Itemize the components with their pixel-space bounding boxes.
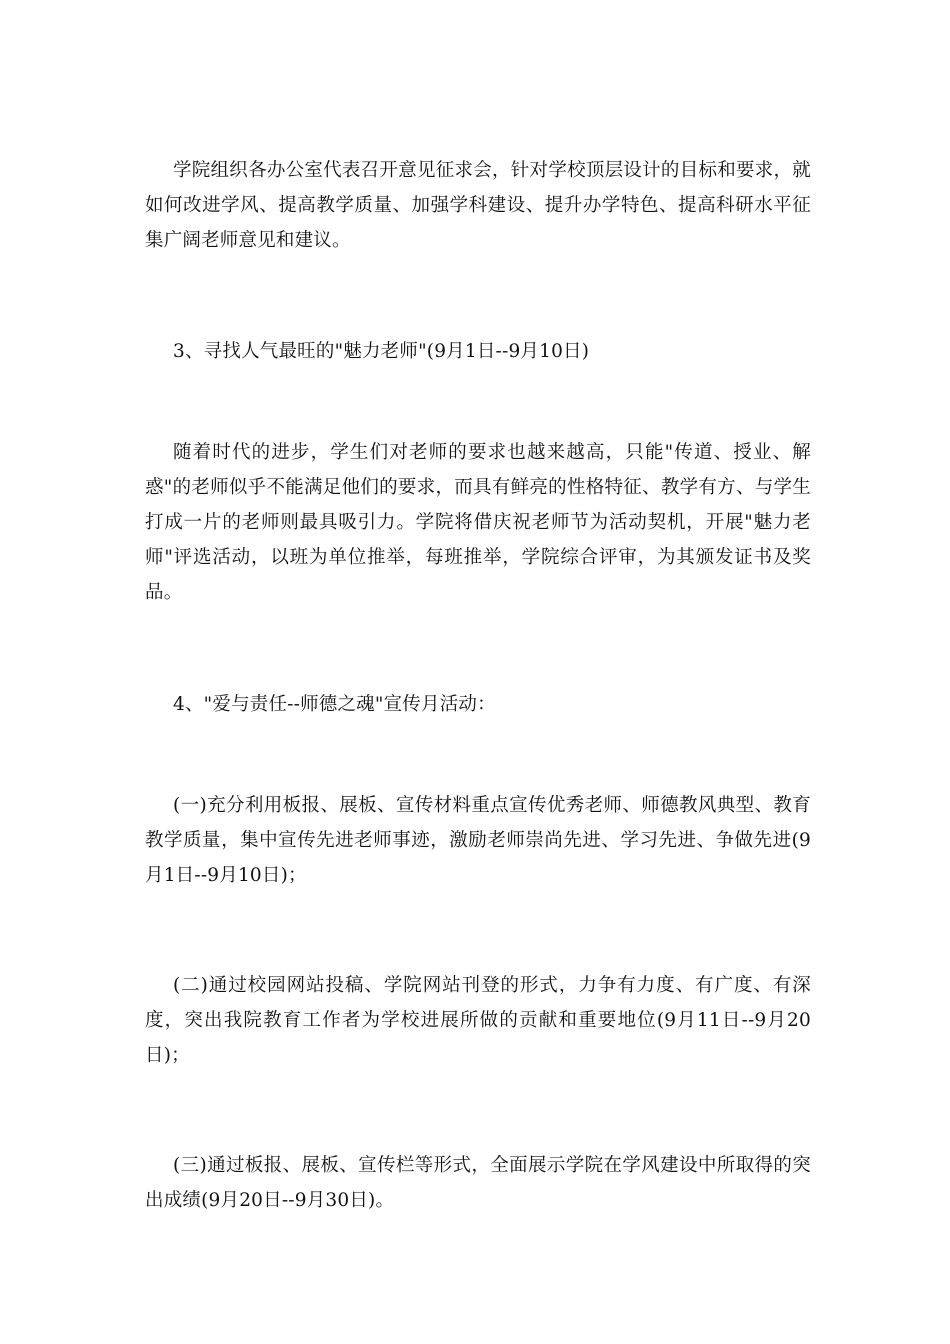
paragraph-item-three: (三)通过板报、展板、宣传栏等形式，全面展示学院在学风建设中所取得的突出成绩(9月20日--9月30日)。 [145, 1155, 811, 1211]
paragraph-item-one: (一)充分利用板报、展板、宣传材料重点宣传优秀老师、师德教风典型、教育教学质量，集中宣传先进老师事迹，激励老师崇尚先进、学习先进、争做先进(9月1日--9月10日)； [145, 795, 811, 886]
section-heading-ethics-month: 4、"爱与责任--师德之魂"宣传月活动： [173, 694, 496, 715]
paragraph-item-two: (二)通过校园网站投稿、学院网站刊登的形式，力争有力度、有广度、有深度，突出我院教育工作者为学校进展所做的贡献和重要地位(9月11日--9月20日)； [145, 975, 811, 1066]
paragraph-charm-teacher: 随着时代的进步，学生们对老师的要求也越来越高，只能"传道、授业、解惑"的老师似乎不能满足他们的要求，而具有鲜亮的性格特征、教学有方、与学生打成一片的老师则最具吸引力。学院将借庆祝老师节为活动契机，开展"魅力老师"评选活动，以班为单位推举，每班推举，学院综合评审，为其颁发证书及奖品。 [145, 442, 811, 603]
paragraph-opinion-meeting: 学院组织各办公室代表召开意见征求会，针对学校顶层设计的目标和要求，就如何改进学风、提高教学质量、加强学科建设、提升办学特色、提高科研水平征集广阔老师意见和建议。 [145, 160, 811, 251]
section-heading-charm-teacher: 3、寻找人气最旺的"魅力老师"(9月1日--9月10日) [173, 341, 590, 362]
